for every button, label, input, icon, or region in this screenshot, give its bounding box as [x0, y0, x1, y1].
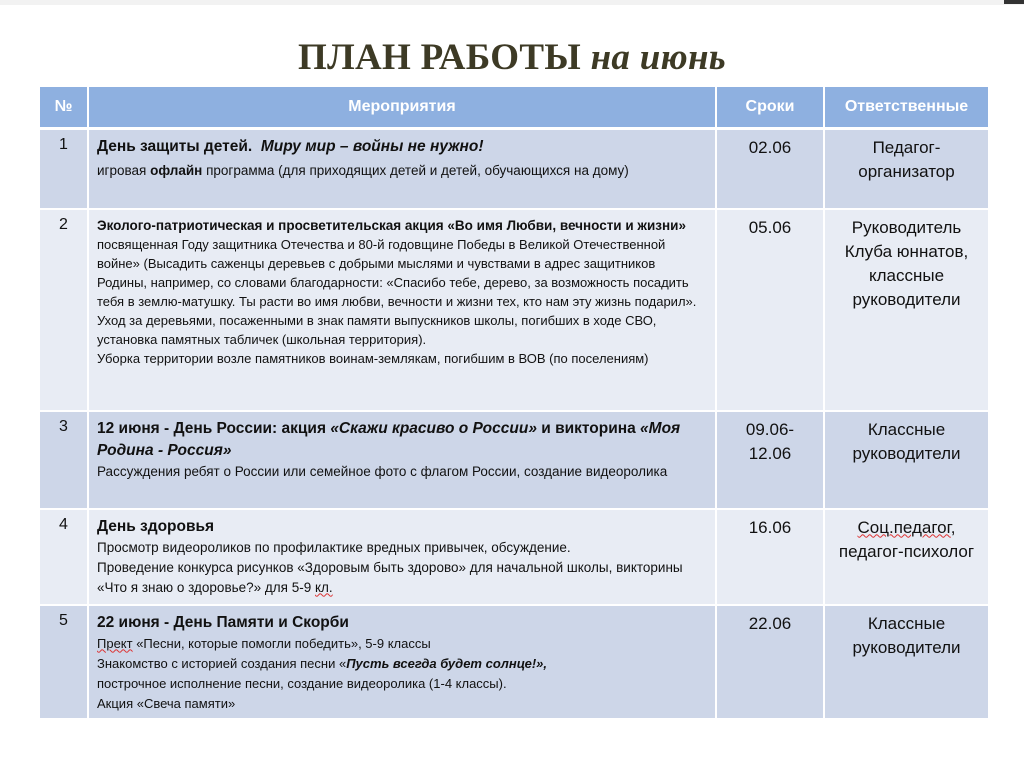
event-desc — [97, 160, 707, 181]
table-header-row — [40, 87, 988, 129]
event-title — [97, 136, 707, 158]
row-date: 09.06-12.06 — [716, 411, 824, 509]
header-num: № — [40, 87, 88, 129]
resp-part: Соц.педагог — [857, 517, 951, 537]
event-title-part: День защиты детей. — [97, 138, 253, 155]
table-row — [40, 129, 988, 209]
event-title-part: и викторина — [536, 419, 641, 437]
event-desc-part: Проведение конкурса рисунков «Здоровым быть здорово» для начальной школы, викторины «Что я знаю о здоровье?» для 5-9 — [97, 559, 683, 595]
event-desc — [97, 634, 707, 654]
event-title: Эколого-патриотическая и просветительская акция «Во имя Любви, вечности и жизни» — [97, 217, 686, 233]
event-desc-italic: Пусть всегда будет солнце!», — [346, 655, 548, 671]
event-desc-part: «Песни, которые помогли победить», 5-9 классы — [132, 635, 431, 651]
event-desc — [97, 558, 707, 598]
row-event — [88, 411, 716, 509]
row-resp: Руководитель Клуба юннатов, классные руководители — [824, 209, 988, 411]
row-date: 16.06 — [716, 509, 824, 605]
row-resp: Педагог-организатор — [824, 129, 988, 209]
event-desc: построчное исполнение песни, создание видеоролика (1-4 классы). — [97, 675, 507, 691]
event-desc-extra: Уборка территории возле памятников воинам-землякам, погибшим в ВОВ (по поселениям) — [97, 350, 649, 366]
event-desc — [97, 654, 707, 674]
row-event — [88, 509, 716, 605]
event-title-italic: Миру мир – войны не нужно! — [260, 138, 484, 155]
row-date: 05.06 — [716, 209, 824, 411]
event-desc: Акция «Свеча памяти» — [97, 695, 236, 711]
row-num: 5 — [40, 605, 88, 719]
table-row — [40, 605, 988, 719]
title-main: ПЛАН РАБОТЫ — [298, 37, 581, 78]
page-title — [0, 36, 1024, 79]
table-row — [40, 509, 988, 605]
header-resp: Ответственные — [824, 87, 988, 129]
event-desc-bold: офлайн — [150, 163, 203, 178]
row-num: 1 — [40, 129, 88, 209]
plan-table — [40, 87, 988, 720]
table-row — [40, 209, 988, 411]
event-desc-part: Знакомство с историей создания песни « — [97, 655, 347, 671]
event-desc: посвященная Году защитника Отечества и 80-й годовщине Победы в Великой Отечественной войне» (Высадить саженцы деревьев с добрыми мыслями и чувствами в адрес защитников Родины, например, со словами благодарности: «Спасибо тебе, дерево, за возможность посадить тебя в землю-матушку. Ты расти во имя любви, вечности и жизни тех, кто нам эту жизнь подарил». Уход за деревьями, посаженными в знак памяти выпускников школы, погибших в ходе СВО, установка памятных табличек (школьная территория). — [97, 236, 697, 347]
table-row — [40, 411, 988, 509]
row-date: 22.06 — [716, 605, 824, 719]
row-event — [88, 605, 716, 719]
top-corner-mark — [1004, 0, 1024, 4]
row-event — [88, 209, 716, 411]
resp-part: , педагог-психолог — [838, 517, 975, 561]
event-title: 22 июня - День Памяти и Скорби — [97, 613, 349, 631]
row-event — [88, 129, 716, 209]
row-num: 2 — [40, 209, 88, 411]
header-date: Сроки — [716, 87, 824, 129]
title-italic: на июнь — [590, 37, 726, 78]
row-resp: Классные руководители — [824, 411, 988, 509]
header-event: Мероприятия — [88, 87, 716, 129]
row-resp: Классные руководители — [824, 605, 988, 719]
row-num: 3 — [40, 411, 88, 509]
event-desc-part: программа (для приходящих детей и детей, обучающихся на дому) — [202, 163, 629, 178]
row-num: 4 — [40, 509, 88, 605]
event-desc: Просмотр видеороликов по профилактике вредных привычек, обсуждение. — [97, 539, 571, 555]
event-title: День здоровья — [97, 517, 215, 535]
top-border — [0, 0, 1024, 5]
event-title-italic: «Скажи красиво о России» — [330, 419, 537, 437]
event-title — [97, 418, 707, 462]
row-date: 02.06 — [716, 129, 824, 209]
event-title-part: 12 июня - День России: акция — [97, 419, 331, 437]
row-resp — [824, 509, 988, 605]
event-desc-part: игровая — [97, 163, 151, 178]
event-desc-part: кл. — [315, 579, 333, 595]
event-desc: Рассуждения ребят о России или семейное фото с флагом России, создание видеоролика — [97, 463, 668, 479]
event-desc-part: Прект — [97, 635, 133, 651]
event-title-italic: «Моя Родина - Россия» — [97, 419, 681, 459]
